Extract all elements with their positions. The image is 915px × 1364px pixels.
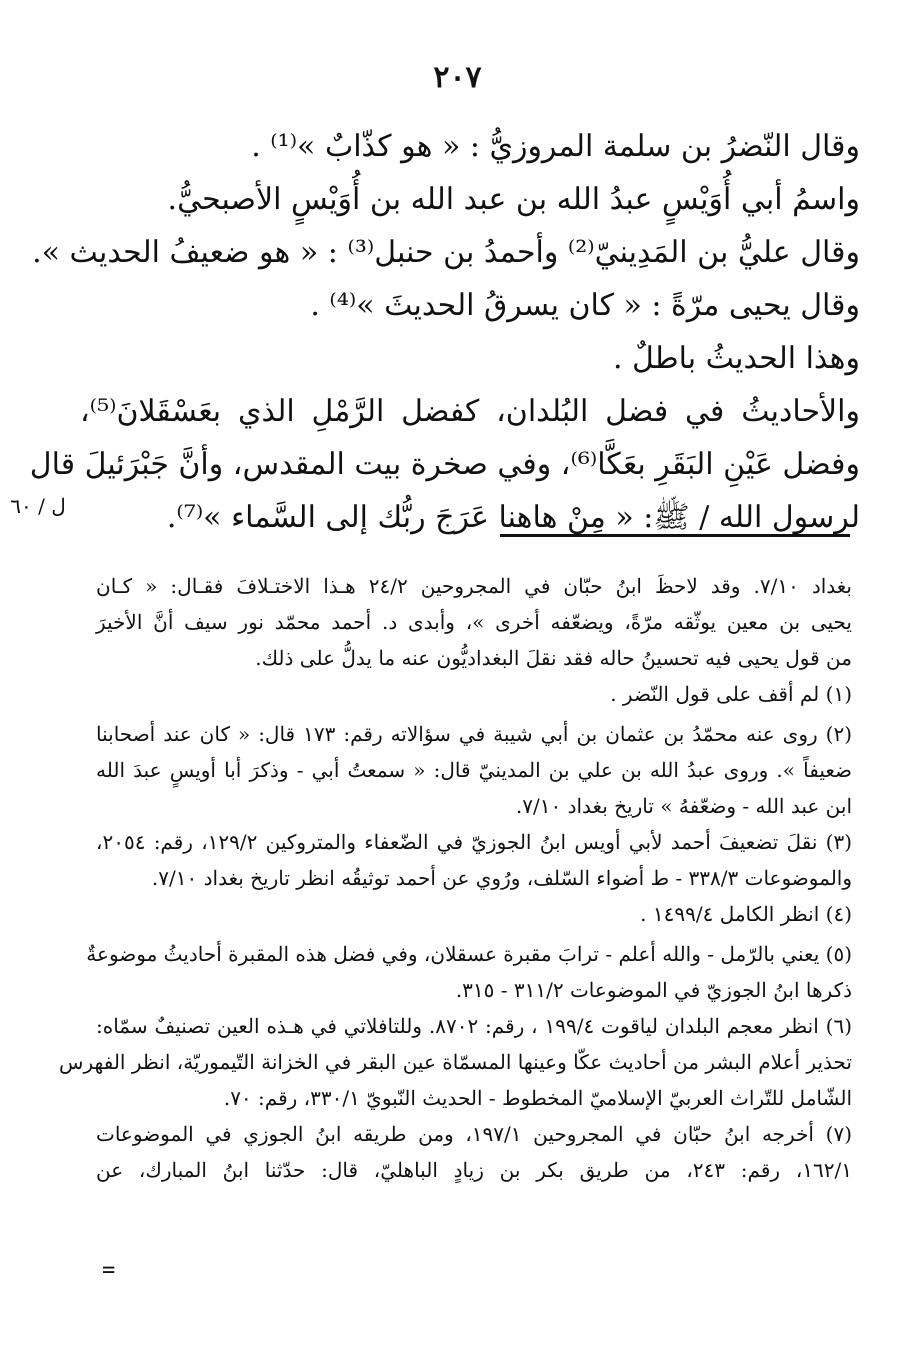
footnote-line: يحيى بن معين يوثّقه مرّةً، ويضعّفه أخرى »، وأبدى د. أحمد محمّد نور سيف أنَّ الأخيرَ — [96, 610, 852, 634]
main-text-line: لرسول الله / ﷺ: « مِنْ هاهنا عَرَجَ ربُّك إلى السَّماء »⁽⁷⁾. — [166, 500, 860, 535]
margin-note: ل / ٦٠ — [10, 494, 66, 518]
footnote-line: (٢) روى عنه محمّدُ بن عثمان بن أبي شيبة في سؤالاته رقم: ١٧٣ قال: « كان عند أصحابنا — [96, 722, 852, 746]
footnote-line: ذكرها ابنُ الجوزيّ في الموضوعات ٣١١/٢ - ٣١٥. — [455, 978, 852, 1002]
continuation-mark: = — [102, 1258, 116, 1283]
main-text-line: واسمُ أبي أُوَيْسٍ عبدُ الله بن عبد الله بن أُوَيْسٍ الأصبحيُّ. — [167, 182, 860, 217]
footnote-line: (٥) يعني بالرّمل - والله أعلم - ترابَ مقبرة عسقلان، وفي فضل هذه المقبرة أحاديثُ موضوعةٌ — [86, 942, 852, 966]
footnote-line: (١) لم أقف على قول النّضر . — [610, 682, 852, 706]
footnote-line: (٤) انظر الكامل ١٤٩٩/٤ . — [640, 902, 852, 926]
footnote-line: ضعيفاً ». وروى عبدُ الله بن علي بن المدينيّ قال: « سمعتُ أبي - وذكرَ أبا أويسٍ عبدَ الله — [96, 758, 852, 782]
footnote-line: (٦) انظر معجم البلدان لياقوت ١٩٩/٤ ، رقم: ٨٧٠٢. وللتافلاتي في هـذه العين تصنيفٌ سمّاه: — [96, 1014, 852, 1038]
footnote-line: الشّامل للتّراث العربيّ الإسلاميّ المخطوط - الحديث النّبويّ ٣٣٠/١، رقم: ٧٠. — [223, 1086, 852, 1110]
footnote-line: ابن عبد الله - وضعّفهُ » تاريخ بغداد ٧/١٠. — [515, 794, 852, 818]
page-number: ٢٠٧ — [433, 60, 482, 95]
main-text-line: وفضل عَيْنِ البَقَرِ بعَكَّا⁽⁶⁾، وفي صخرة بيت المقدس، وأنَّ جَبْرَئيلَ قال — [29, 447, 860, 482]
main-text-line: وقال عليُّ بن المَدِينيّ⁽²⁾ وأحمدُ بن حنبل⁽³⁾ : « هو ضعيفُ الحديث ». — [32, 235, 860, 270]
main-text-line: والأحاديثُ في فضل البُلدان، كفضل الرَّمْلِ الذي بعَسْقَلانَ⁽⁵⁾، — [80, 394, 860, 429]
main-text-line: وهذا الحديثُ باطلٌ . — [612, 341, 860, 376]
footnote-line: ١٦٢/١، رقم: ٢٤٣، من طريق بكر بن زيادٍ الباهليّ، قال: حدّثنا ابنُ المبارك، عن — [96, 1158, 853, 1182]
footnote-line: (٣) نقلَ تضعيفَ أحمد لأبي أويس ابنُ الجوزيّ في الضّعفاء والمتروكين ١٢٩/٢، رقم: ٢٠٥٤، — [96, 830, 853, 854]
footnotes — [59, 568, 853, 1188]
footnote-line: بغداد ٧/١٠. وقد لاحظَ ابنُ حبّان في المجروحين ٢٤/٢ هـذا الاختـلافَ فقـال: « كـان — [96, 574, 853, 598]
footnote-divider — [500, 534, 850, 537]
footnote-line: تحذير أعلام البشر من أحاديث عكّا وعينها المسمّاة عين البقر في الخزانة التّيموريّة، انظر الفهرس — [59, 1050, 852, 1074]
footnote-line: (٧) أخرجه ابنُ حبّان في المجروحين ١٩٧/١، ومن طريقه ابنُ الجوزي في الموضوعات — [96, 1122, 852, 1146]
footnote-line: من قول يحيى فيه تحسينُ حاله فقد نقلَ البغداديُّون عنه ما يدلُّ على ذلك. — [255, 646, 852, 670]
main-text-line: وقال النّضرُ بن سلمة المروزيُّ : « هو كذّابٌ »⁽¹⁾ . — [251, 129, 860, 164]
main-text-line: وقال يحيى مرّةً : « كان يسرقُ الحديثَ »⁽⁴⁾ . — [310, 288, 860, 323]
footnote-line: والموضوعات ٣٣٨/٣ - ط أضواء السّلف، ورُوي عن أحمد توثيقُه انظر تاريخ بغداد ٧/١٠. — [151, 866, 852, 890]
